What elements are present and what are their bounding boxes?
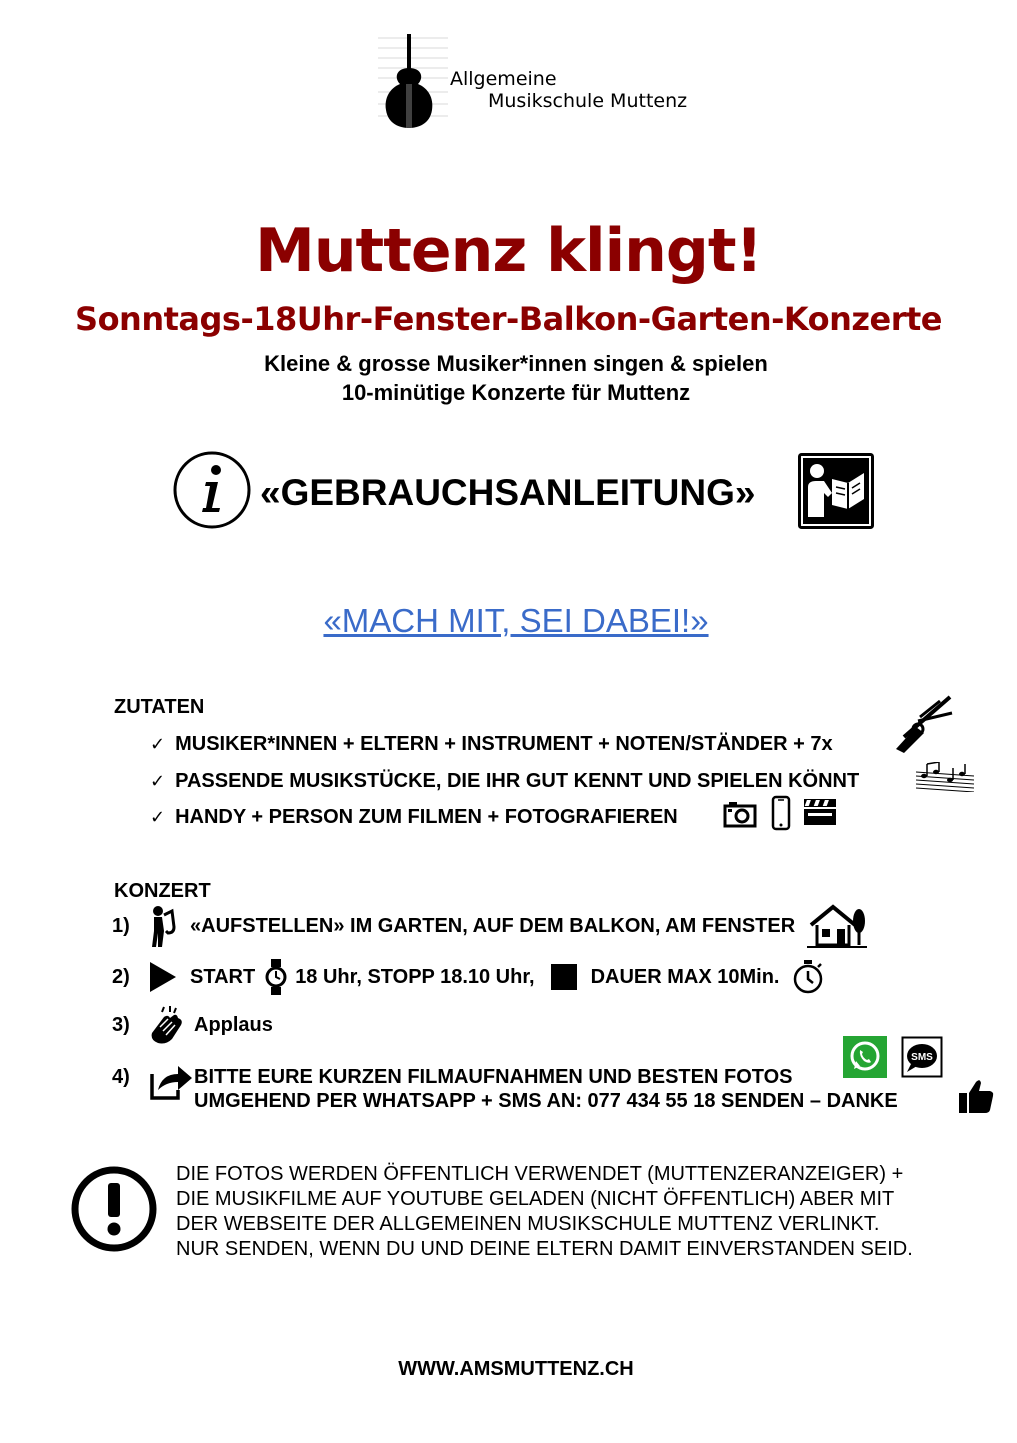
manual-title: «GEBRAUCHSANLEITUNG»: [260, 472, 756, 513]
step-number: 2): [112, 965, 130, 988]
stop-icon: [551, 964, 577, 990]
notice-text: [176, 1162, 996, 1262]
ingredient-item: [150, 806, 678, 829]
notice-line: DER WEBSEITE DER ALLGEMEINEN MUSIKSCHULE MUTTENZ VERLINKT.: [176, 1213, 880, 1235]
concert-step-2: [112, 958, 825, 996]
thumbs-up-icon: [958, 1078, 994, 1114]
step-number: 4): [112, 1066, 130, 1088]
step-text: «AUFSTELLEN» IM GARTEN, AUF DEM BALKON, AM FENSTER: [190, 914, 796, 937]
logo-line2: Musikschule Muttenz: [488, 90, 688, 112]
clapping-hands-icon: [148, 1005, 184, 1045]
ingredients-heading: ZUTATEN: [114, 696, 205, 718]
check-mark: ✓: [150, 807, 166, 827]
step4-line1: BITTE EURE KURZEN FILMAUFNAHMEN UND BESTEN FOTOS: [194, 1066, 793, 1088]
watch-icon: [265, 959, 287, 995]
duration-text: DAUER MAX 10Min.: [590, 965, 780, 988]
concert-heading: KONZERT: [114, 880, 211, 902]
ingredient-item: [150, 733, 833, 756]
saxophone-player-icon: [148, 905, 178, 947]
page-title: Muttenz klingt!: [255, 216, 762, 286]
ingredient-text: MUSIKER*INNEN + ELTERN + INSTRUMENT + NOTEN/STÄNDER + 7x: [175, 733, 833, 755]
time-text: 18 Uhr, STOPP 18.10 Uhr,: [295, 965, 535, 988]
cta-link[interactable]: «MACH MIT, SEI DABEI!»: [323, 602, 709, 639]
ingredient-text: HANDY + PERSON ZUM FILMEN + FOTOGRAFIEREN: [175, 806, 678, 828]
check-mark: ✓: [150, 771, 166, 791]
step-number: 1): [112, 914, 130, 937]
step-text: Applaus: [194, 1013, 273, 1036]
tagline-2: 10-minütige Konzerte für Muttenz: [341, 380, 691, 405]
house-garden-icon: [807, 903, 867, 949]
stopwatch-icon: [791, 960, 825, 994]
step4-line2: UMGEHEND PER WHATSAPP + SMS AN: 077 434 55 18 SENDEN – DANKE: [194, 1090, 898, 1112]
notice-line: DIE MUSIKFILME AUF YOUTUBE GELADEN (NICHT ÖFFENTLICH) ABER MIT: [176, 1188, 895, 1210]
clapperboard-icon: [802, 797, 838, 827]
whatsapp-icon: [843, 1036, 887, 1078]
share-icon: [148, 1060, 194, 1102]
reading-book-icon: [798, 453, 874, 529]
concert-step-4: [112, 1060, 194, 1102]
step-number: 3): [112, 1013, 130, 1036]
camera-icon: [723, 800, 757, 828]
ingredient-item: [150, 770, 859, 793]
check-mark: ✓: [150, 734, 166, 754]
manual-header: [170, 450, 880, 534]
subtitle: Sonntags-18Uhr-Fenster-Balkon-Garten-Konzerte: [75, 300, 942, 338]
play-icon: [148, 960, 178, 994]
info-icon: [172, 450, 252, 530]
concert-step-3: [112, 1004, 273, 1046]
ingredient-text: PASSENDE MUSIKSTÜCKE, DIE IHR GUT KENNT UND SPIELEN KÖNNT: [175, 770, 860, 792]
website-footer[interactable]: WWW.AMSMUTTENZ.CH: [398, 1358, 634, 1380]
clothespin-icon: [890, 693, 954, 755]
logo: [378, 32, 698, 132]
notice-line: DIE FOTOS WERDEN ÖFFENTLICH VERWENDET (MUTTENZERANZEIGER) +: [176, 1163, 904, 1185]
start-label: START: [190, 965, 256, 988]
phone-icon: [771, 795, 791, 831]
sheet-music-icon: [916, 762, 974, 792]
tagline-1: Kleine & grosse Musiker*innen singen & spielen: [264, 351, 768, 376]
notice-line: NUR SENDEN, WENN DU UND DEINE ELTERN DAMIT EINVERSTANDEN SEID.: [176, 1238, 913, 1260]
concert-step-1: [112, 905, 867, 947]
double-bass-icon: [378, 32, 448, 132]
logo-line1: Allgemeine: [450, 68, 557, 90]
warning-icon: [70, 1165, 158, 1253]
sms-icon: [901, 1036, 943, 1078]
sms-label: SMS: [911, 1052, 933, 1063]
